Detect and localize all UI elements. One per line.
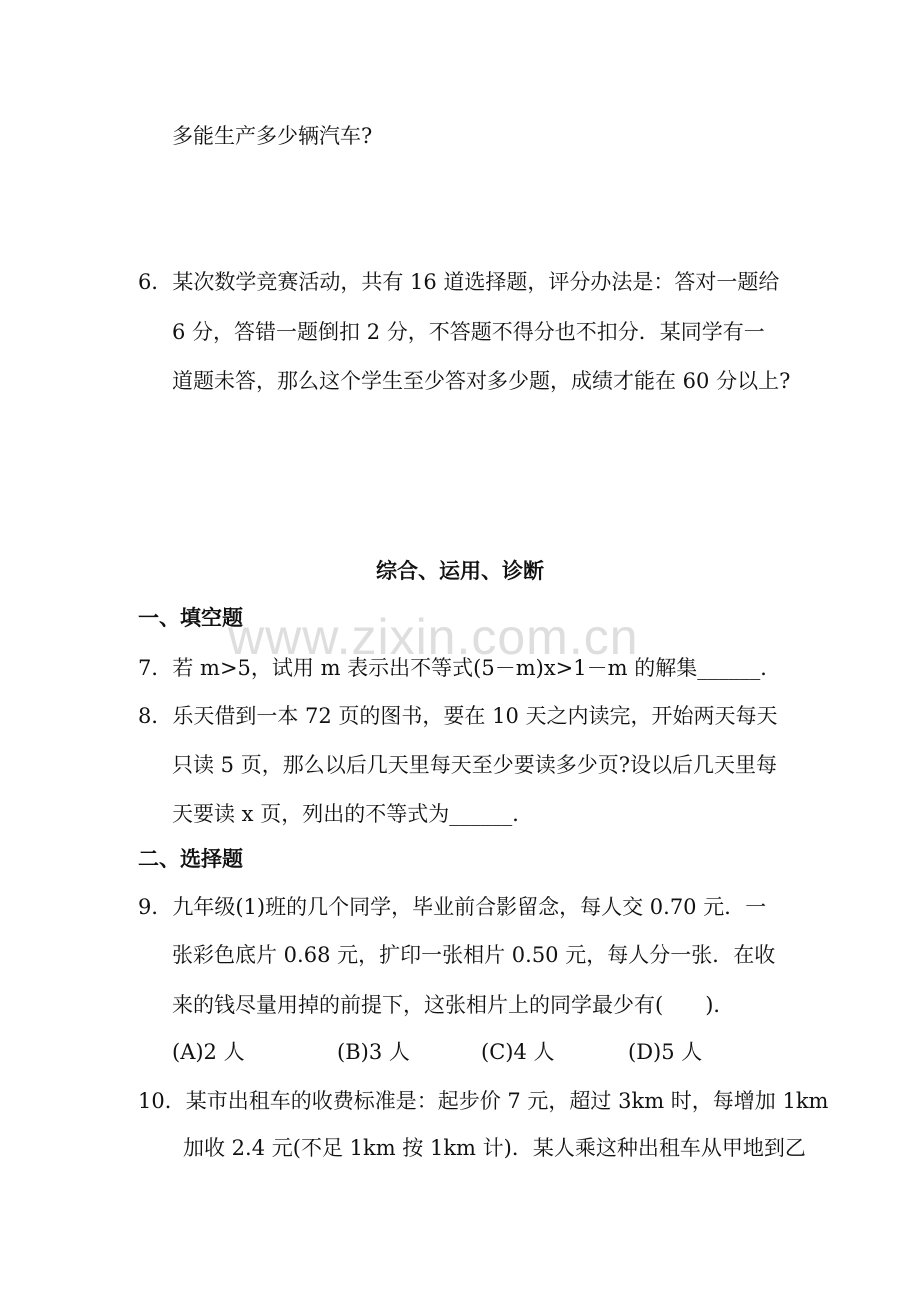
- q9-choice-c: (C)4 人: [481, 1040, 555, 1064]
- section-title: 综合、运用、诊断: [376, 559, 544, 583]
- q7-text: 7．若 m>5，试用 m 表示出不等式(5－m)x>1－m 的解集______．: [138, 656, 782, 680]
- q9-line-3: 来的钱尽量用掉的前提下，这张相片上的同学最少有( )．: [172, 993, 735, 1017]
- q9-line-1: 9．九年级(1)班的几个同学，毕业前合影留念，每人交 0.70 元．一: [138, 895, 767, 919]
- part1-heading: 一、填空题: [138, 606, 243, 630]
- part2-heading: 二、选择题: [138, 847, 243, 871]
- q9-choice-a: (A)2 人: [172, 1040, 245, 1064]
- q9-choice-b: (B)3 人: [337, 1040, 410, 1064]
- watermark: www.zixin.com.cn: [228, 609, 639, 665]
- q6-line-1: 6．某次数学竞赛活动，共有 16 道选择题，评分办法是：答对一题给: [138, 270, 780, 294]
- q10-line-1: 10．某市出租车的收费标准是：起步价 7 元，超过 3km 时，每增加 1km: [138, 1089, 829, 1113]
- q8-line-1: 8．乐天借到一本 72 页的图书，要在 10 天之内读完，开始两天每天: [138, 704, 778, 728]
- q8-line-2: 只读 5 页，那么以后几天里每天至少要读多少页?设以后几天里每: [172, 753, 777, 777]
- q10-line-2: 加收 2.4 元(不足 1km 按 1km 计)．某人乘这种出租车从甲地到乙: [183, 1136, 806, 1160]
- q5-tail-text: 多能生产多少辆汽车?: [172, 124, 373, 148]
- q9-line-2: 张彩色底片 0.68 元，扩印一张相片 0.50 元，每人分一张．在收: [172, 943, 776, 967]
- q6-line-2: 6 分，答错一题倒扣 2 分，不答题不得分也不扣分．某同学有一: [172, 320, 765, 344]
- q9-choice-d: (D)5 人: [628, 1040, 703, 1064]
- q8-line-3: 天要读 x 页，列出的不等式为______．: [172, 802, 534, 826]
- q6-line-3: 道题未答，那么这个学生至少答对多少题，成绩才能在 60 分以上?: [172, 369, 791, 393]
